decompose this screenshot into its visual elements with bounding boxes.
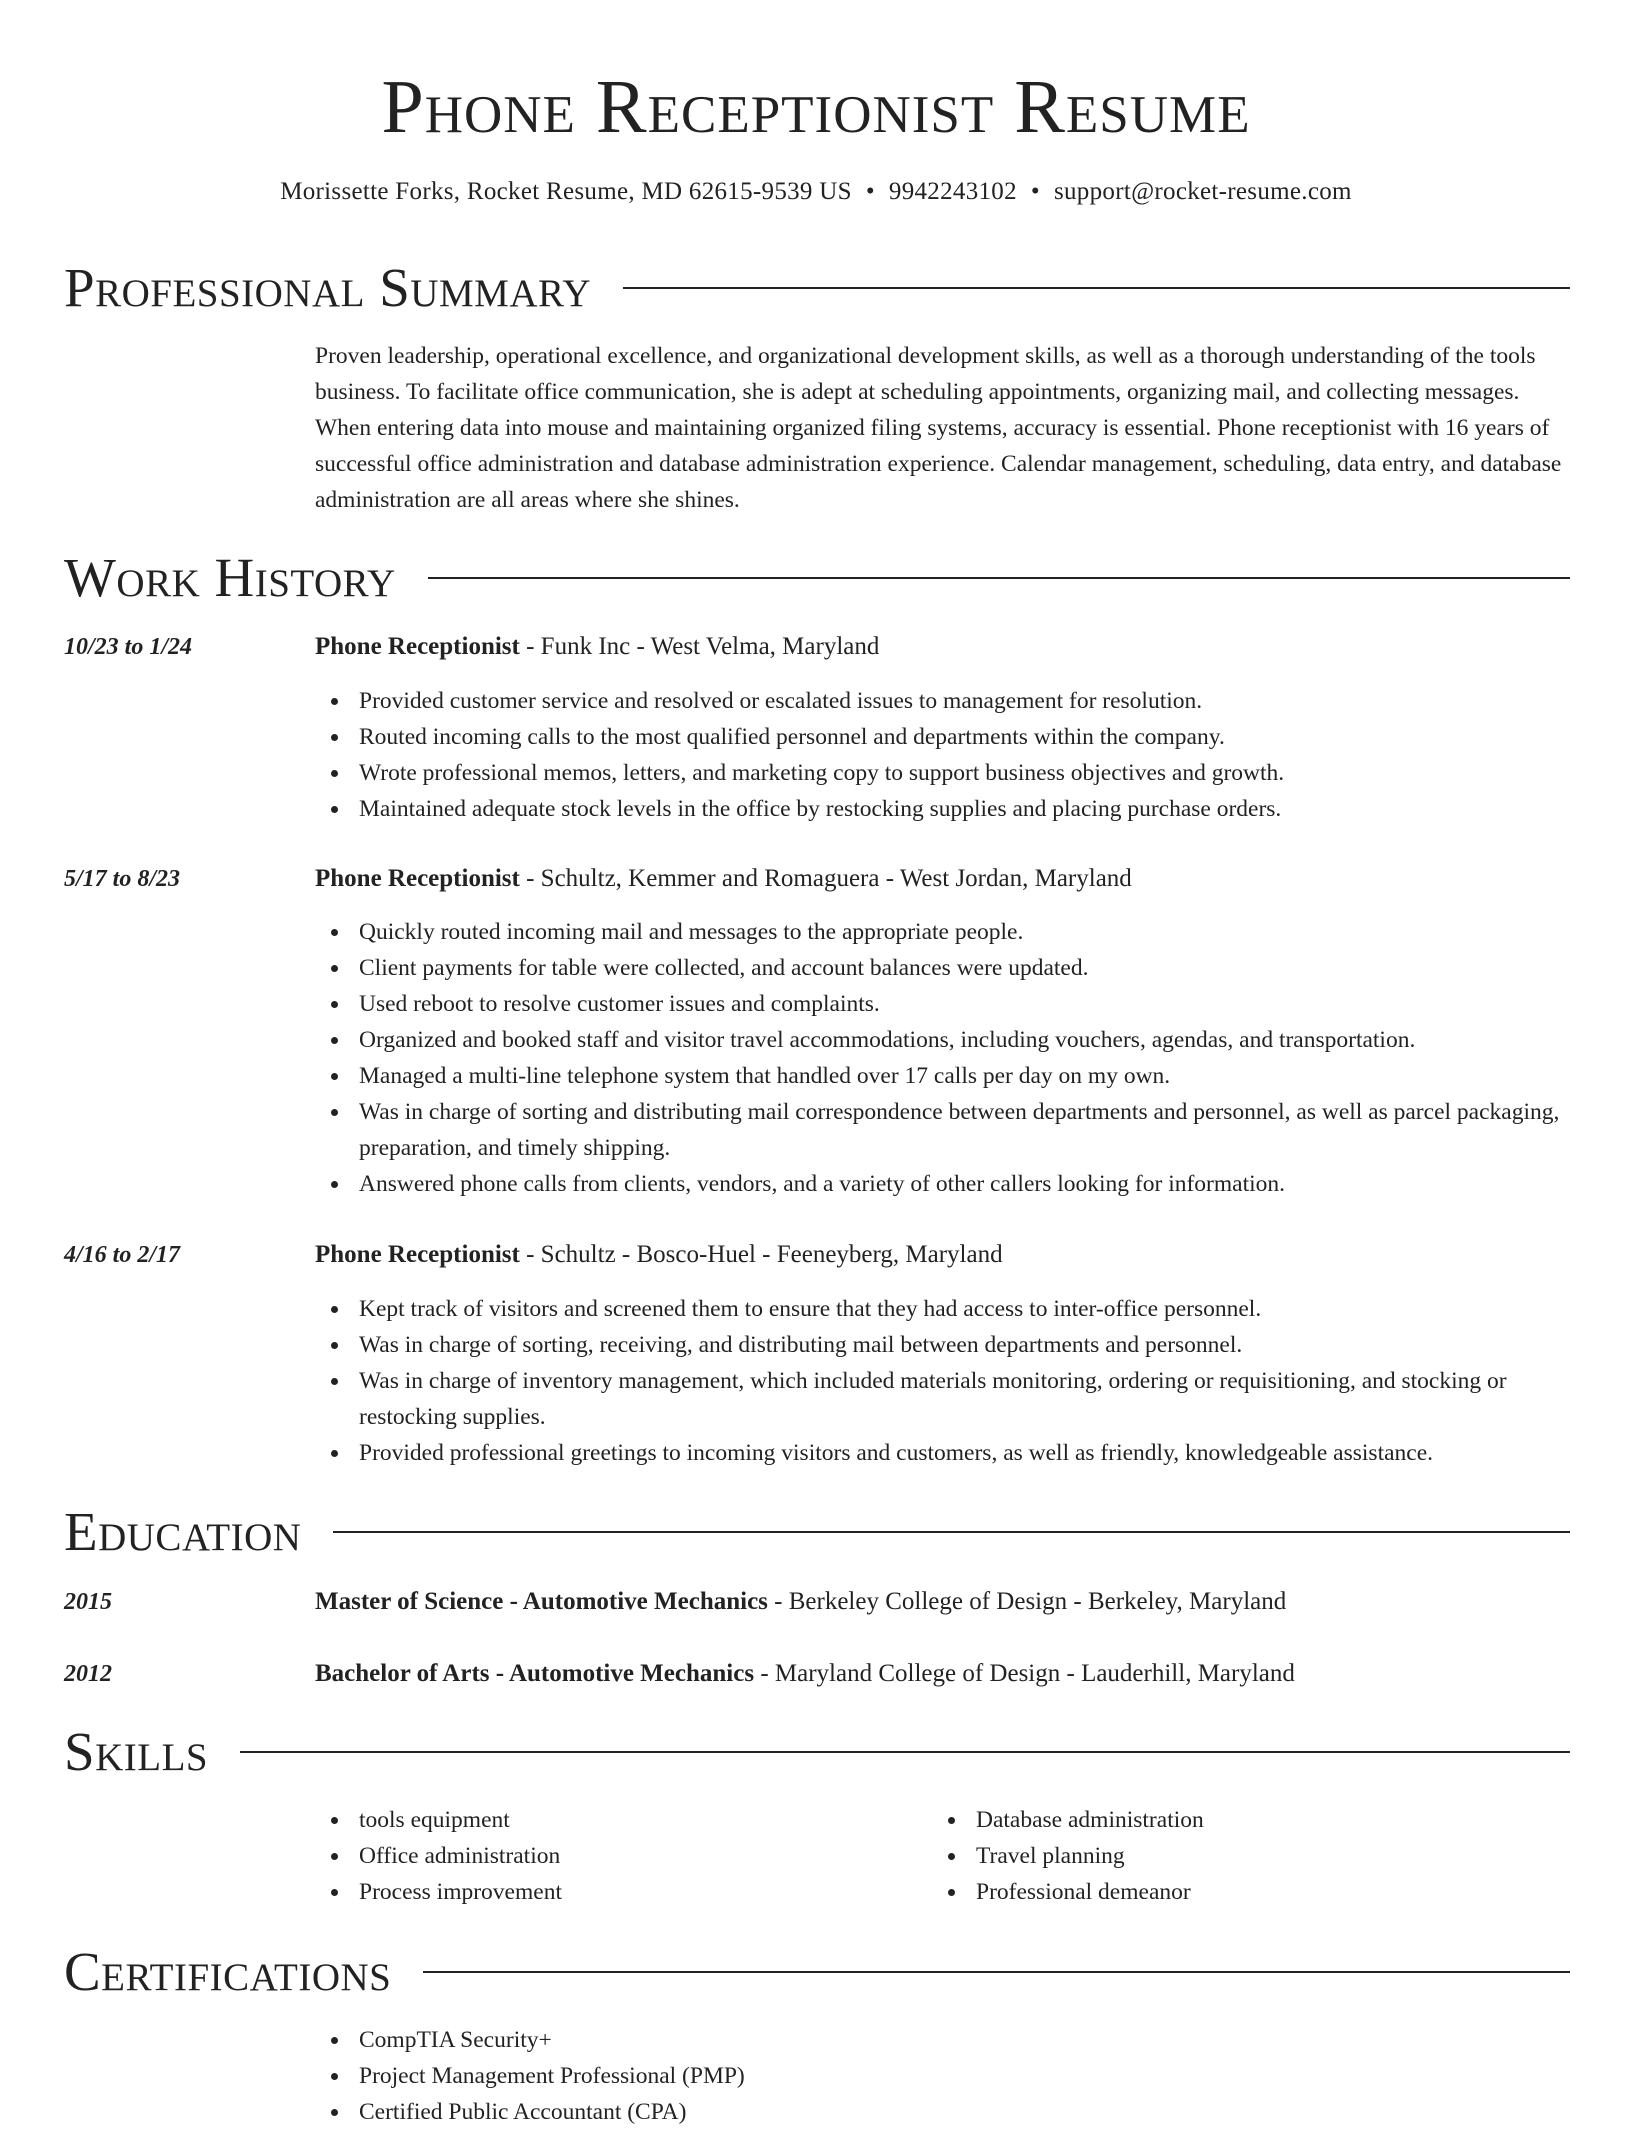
certifications-list [315,2022,1570,2130]
list-item: Was in charge of sorting, receiving, and distributing mail between departments and personnel. [359,1327,1570,1363]
section-title: Work History [64,547,396,608]
certification-item: Certified Public Accountant (CPA) [359,2094,1570,2130]
job-title: Phone Receptionist [315,1241,520,1268]
section-divider [428,577,1570,579]
contact-address: Morissette Forks, Rocket Resume, MD 62615-9539 US [280,178,852,205]
contact-phone: 9942243102 [888,178,1017,205]
job-details: - Schultz, Kemmer and Romaguera - West Jordan, Maryland [519,865,1132,892]
job-bullets [315,1291,1570,1471]
section-title: Education [64,1501,302,1562]
section-divider [623,287,1570,289]
education-details: - Berkeley College of Design - Berkeley, Maryland [767,1588,1287,1615]
contact-separator: • [1030,178,1040,205]
section-divider [423,1971,1570,1973]
job-dates: 4/16 to 2/17 [64,1242,181,1268]
skill-item: Process improvement [359,1874,915,1910]
list-item: Managed a multi-line telephone system that handled over 17 calls per day on my own. [359,1058,1570,1094]
list-item: Kept track of visitors and screened them to ensure that they had access to inter-office personnel. [359,1291,1570,1327]
job-details: - Funk Inc - West Velma, Maryland [519,633,880,660]
certification-item: CompTIA Security+ [359,2022,1570,2058]
section-title: Skills [64,1721,209,1782]
job-dates: 10/23 to 1/24 [64,634,193,660]
job-heading [315,629,1570,665]
section-title: Professional Summary [64,257,592,318]
list-item: Was in charge of inventory management, which included materials monitoring, ordering or requisitioning, and stocking or restocking supplies. [359,1363,1570,1435]
job-dates: 5/17 to 8/23 [64,866,181,892]
job-heading [315,1237,1570,1273]
skill-item: Professional demeanor [976,1874,1562,1910]
education-entry [315,1656,1570,1692]
section-heading-skills [64,1720,1570,1784]
job-title: Phone Receptionist [315,865,520,892]
certification-item: Project Management Professional (PMP) [359,2058,1570,2094]
education-degree: Master of Science - Automotive Mechanics [315,1588,768,1615]
job-title: Phone Receptionist [315,633,520,660]
list-item: Quickly routed incoming mail and messages to the appropriate people. [359,914,1570,950]
list-item: Client payments for table were collected, and account balances were updated. [359,950,1570,986]
contact-email: support@rocket-resume.com [1053,178,1352,205]
job-details: - Schultz - Bosco-Huel - Feeneyberg, Maryland [519,1241,1003,1268]
list-item: Organized and booked staff and visitor travel accommodations, including vouchers, agendas, and transportation. [359,1022,1570,1058]
education-year: 2012 [64,1661,112,1687]
section-heading-summary [64,256,1570,320]
section-heading-certifications [64,1940,1570,2004]
section-title: Certifications [64,1941,392,2002]
education-details: - Maryland College of Design - Lauderhill, Maryland [754,1660,1295,1687]
summary-text: Proven leadership, operational excellence, and organizational development skills, as well as a thorough understanding of the tools business. To facilitate office communication, she is adept at scheduling appointments, organizing mail, and collecting messages. When entering data into mouse and maintaining organized filing systems, accuracy is essential. Phone receptionist with 16 years of successful office administration and database administration experience. Calendar management, scheduling, data entry, and database administration are all areas where she shines. [315,343,1562,513]
skill-item: Database administration [976,1802,1562,1838]
skills-list-right [932,1802,1562,1910]
section-divider [240,1751,1570,1753]
education-year: 2015 [64,1589,112,1615]
section-heading-work-history [64,546,1570,610]
skill-item: Travel planning [976,1838,1562,1874]
list-item: Wrote professional memos, letters, and marketing copy to support business objectives and growth. [359,755,1570,791]
education-degree: Bachelor of Arts - Automotive Mechanics [315,1660,755,1687]
skills-list-left [315,1802,915,1910]
list-item: Was in charge of sorting and distributing mail correspondence between departments and personnel, as well as parcel packaging, preparation, and timely shipping. [359,1094,1570,1166]
section-heading-education [64,1500,1570,1564]
education-entry [315,1584,1570,1620]
job-bullets [315,914,1570,1202]
list-item: Maintained adequate stock levels in the office by restocking supplies and placing purchase orders. [359,791,1570,827]
job-heading [315,861,1570,897]
contact-line [0,174,1632,210]
resume-title: Phone Receptionist Resume [381,65,1251,149]
job-bullets [315,683,1570,827]
list-item: Provided customer service and resolved or escalated issues to management for resolution. [359,683,1570,719]
section-divider [333,1531,1570,1533]
skill-item: Office administration [359,1838,915,1874]
contact-separator: • [865,178,875,205]
skill-item: tools equipment [359,1802,915,1838]
list-item: Answered phone calls from clients, vendors, and a variety of other callers looking for information. [359,1166,1570,1202]
list-item: Used reboot to resolve customer issues and complaints. [359,986,1570,1022]
list-item: Provided professional greetings to incoming visitors and customers, as well as friendly, knowledgeable assistance. [359,1435,1570,1471]
list-item: Routed incoming calls to the most qualified personnel and departments within the company. [359,719,1570,755]
